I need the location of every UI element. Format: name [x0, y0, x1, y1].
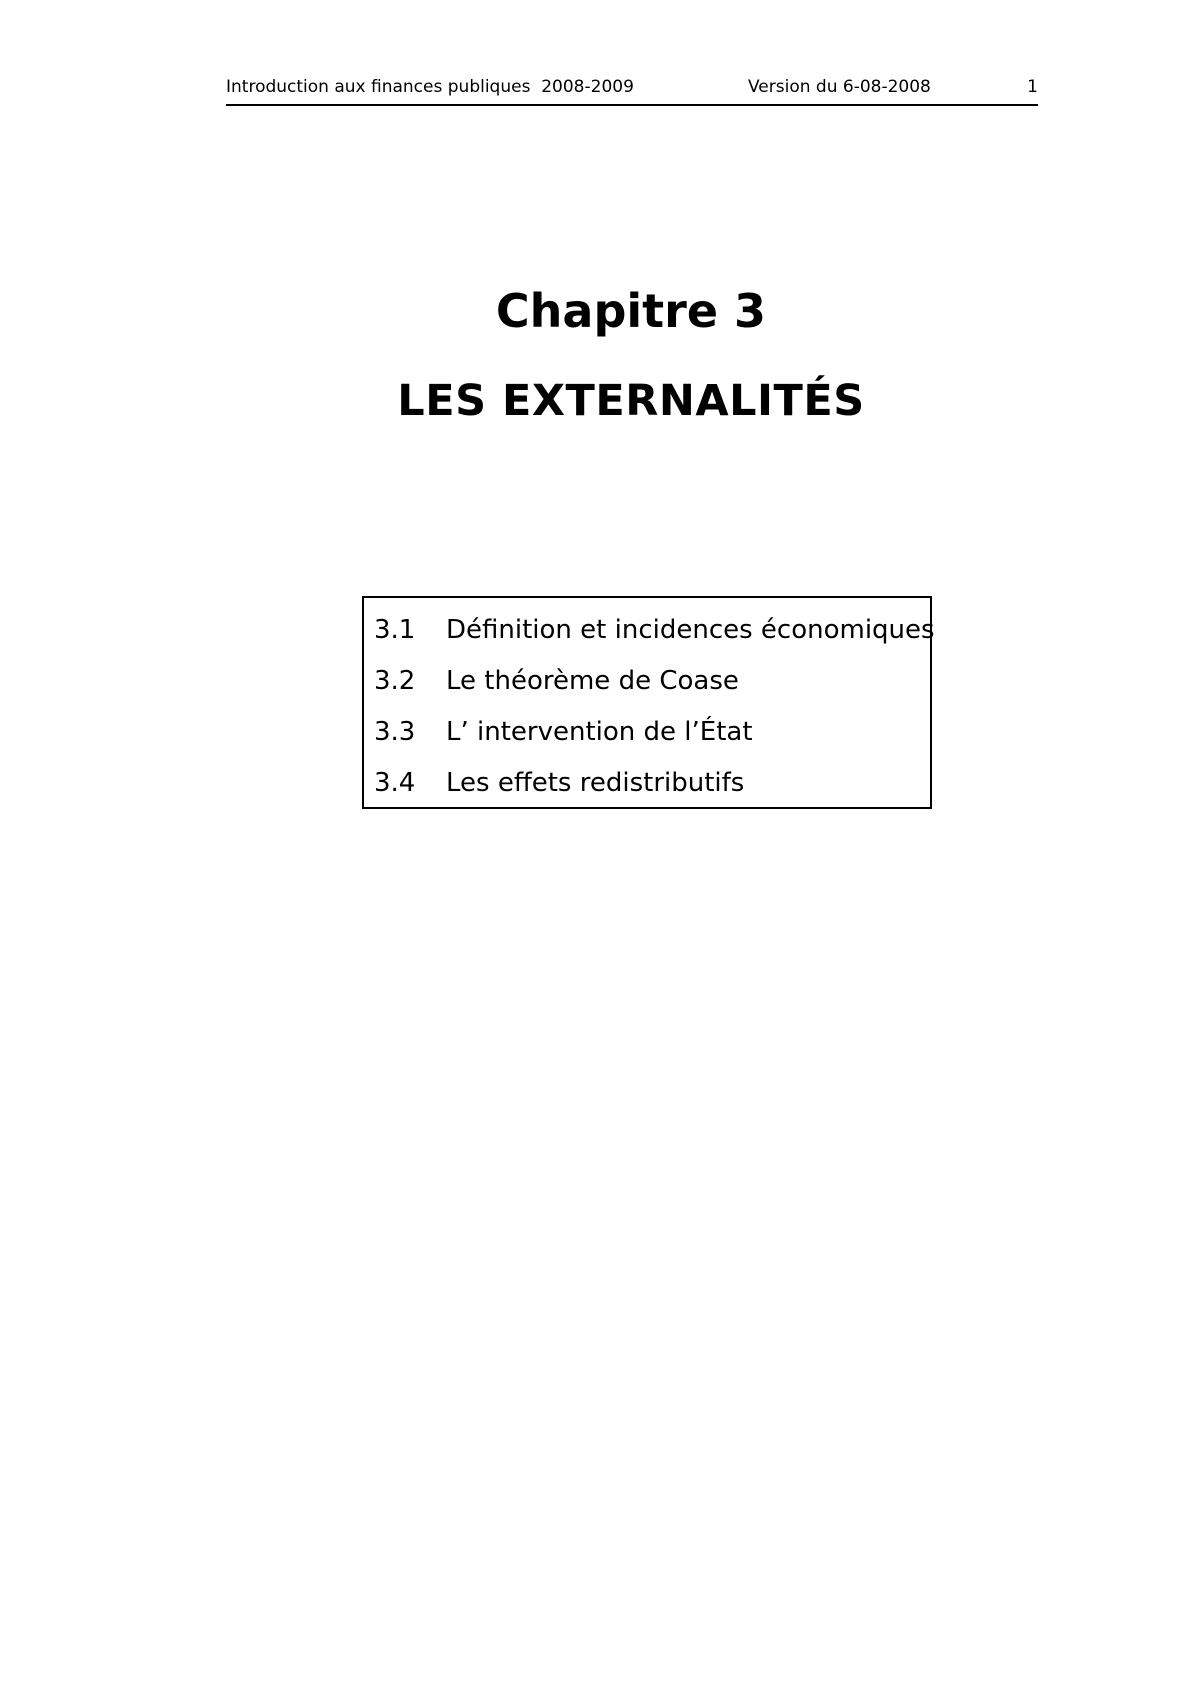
toc-item	[364, 707, 930, 758]
table-of-contents	[362, 596, 935, 809]
header-version: Version du 6-08-2008	[748, 77, 931, 97]
toc-item	[364, 758, 930, 809]
toc-item-title: Définition et incidences économiques	[446, 615, 935, 645]
toc-item-title: Le théorème de Coase	[446, 666, 739, 696]
chapter-title: LES EXTERNALITÉS	[397, 376, 865, 426]
header-course-title: Introduction aux finances publiques 2008-2009	[226, 77, 634, 97]
toc-item	[364, 605, 935, 656]
toc-item-title: L’ intervention de l’État	[446, 717, 753, 747]
toc-item-title: Les effets redistributifs	[446, 768, 745, 798]
toc-item-number: 3.3	[374, 717, 416, 747]
toc-item-number: 3.2	[374, 666, 416, 696]
toc-item-number: 3.4	[374, 768, 416, 798]
chapter-label: Chapitre 3	[495, 284, 767, 338]
toc-item-number: 3.1	[374, 615, 416, 645]
toc-item	[364, 656, 930, 707]
header-page-number: 1	[1027, 77, 1038, 97]
page-header	[226, 74, 1038, 106]
